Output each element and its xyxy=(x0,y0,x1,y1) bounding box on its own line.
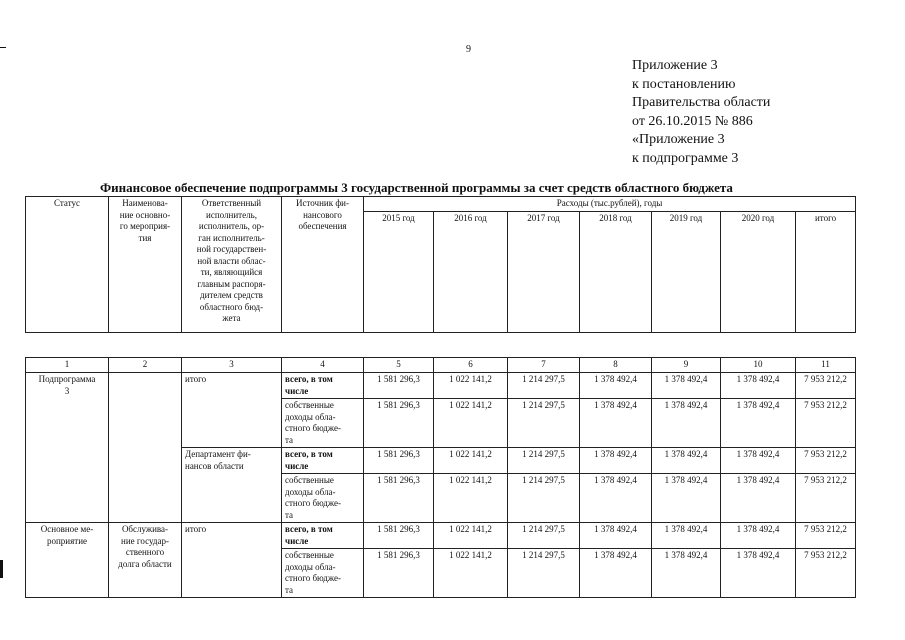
table-row xyxy=(26,373,856,399)
column-number: 3 xyxy=(182,358,282,373)
cell-amount: 1 581 296,3 xyxy=(364,523,434,549)
column-number: 8 xyxy=(580,358,652,373)
header-year: 2015 год xyxy=(364,211,434,332)
cell-source: всего, в том числе xyxy=(282,523,364,549)
cell-amount: 1 214 297,5 xyxy=(508,549,580,598)
header-source xyxy=(282,197,364,333)
header-year: 2019 год xyxy=(652,211,721,332)
appendix-line: от 26.10.2015 № 886 xyxy=(632,113,753,129)
header-expenses xyxy=(364,197,856,212)
cell-source: собственные доходы обла- стного бюдже- та xyxy=(282,474,364,523)
cell-total: 7 953 212,2 xyxy=(796,399,856,448)
cell-amount: 1 378 492,4 xyxy=(652,448,721,474)
header-year: 2016 год xyxy=(434,211,508,332)
cell-source: собственные доходы обла- стного бюдже- та xyxy=(282,399,364,448)
cell-amount: 1 022 141,2 xyxy=(434,373,508,399)
cell-amount: 1 378 492,4 xyxy=(580,448,652,474)
appendix-line: к постановлению xyxy=(632,76,736,92)
cell-executor: итого xyxy=(182,523,282,598)
cell-source: всего, в том числе xyxy=(282,373,364,399)
appendix-line: Правительства области xyxy=(632,95,771,110)
page-number: 9 xyxy=(466,44,471,55)
column-number-row xyxy=(26,358,856,373)
cell-amount: 1 378 492,4 xyxy=(580,523,652,549)
header-year: 2017 год xyxy=(508,211,580,332)
appendix-block xyxy=(632,57,770,168)
cell-amount: 1 581 296,3 xyxy=(364,448,434,474)
cell-amount: 1 378 492,4 xyxy=(721,448,796,474)
cell-measure xyxy=(109,373,182,523)
column-number: 4 xyxy=(282,358,364,373)
cell-status: Подпрограмма 3 xyxy=(26,373,109,523)
cell-total: 7 953 212,2 xyxy=(796,523,856,549)
cell-amount: 1 214 297,5 xyxy=(508,523,580,549)
cell-total: 7 953 212,2 xyxy=(796,373,856,399)
cell-amount: 1 378 492,4 xyxy=(580,549,652,598)
cell-amount: 1 022 141,2 xyxy=(434,474,508,523)
cell-amount: 1 378 492,4 xyxy=(580,399,652,448)
header-executor-text: Ответственный исполнитель, исполнитель, ор- ган исполнитель- ной государствен- ной власти облас- ти, являющийся главным распоря- дителем средств областного бюд- жета xyxy=(196,198,267,323)
cell-amount: 1 378 492,4 xyxy=(652,474,721,523)
scan-edge-bar xyxy=(0,560,9,578)
cell-amount: 1 214 297,5 xyxy=(508,448,580,474)
cell-total: 7 953 212,2 xyxy=(796,448,856,474)
column-number: 9 xyxy=(652,358,721,373)
cell-amount: 1 214 297,5 xyxy=(508,373,580,399)
cell-total: 7 953 212,2 xyxy=(796,549,856,598)
header-source-text: Источник фи- нансового обеспечения xyxy=(295,198,349,231)
cell-amount: 1 214 297,5 xyxy=(508,399,580,448)
header-total: итого xyxy=(796,211,856,332)
cell-amount: 1 214 297,5 xyxy=(508,474,580,523)
cell-amount: 1 378 492,4 xyxy=(580,474,652,523)
cell-amount: 1 378 492,4 xyxy=(721,549,796,598)
cell-amount: 1 581 296,3 xyxy=(364,373,434,399)
document-title: Финансовое обеспечение подпрограммы 3 государственной программы за счет средств областного бюджета xyxy=(100,180,733,195)
cell-amount: 1 378 492,4 xyxy=(652,373,721,399)
table-header xyxy=(25,196,856,333)
header-status-text: Статус xyxy=(54,198,80,208)
column-number: 1 xyxy=(26,358,109,373)
cell-source: всего, в том числе xyxy=(282,448,364,474)
cell-amount: 1 378 492,4 xyxy=(652,523,721,549)
table-body xyxy=(25,357,856,598)
header-year: 2018 год xyxy=(580,211,652,332)
cell-amount: 1 581 296,3 xyxy=(364,399,434,448)
cell-total: 7 953 212,2 xyxy=(796,474,856,523)
cell-amount: 1 378 492,4 xyxy=(721,399,796,448)
cell-amount: 1 581 296,3 xyxy=(364,474,434,523)
cell-amount: 1 581 296,3 xyxy=(364,549,434,598)
cell-measure: Обслужива- ние государ- ственного долга области xyxy=(109,523,182,598)
column-number: 5 xyxy=(364,358,434,373)
column-number: 10 xyxy=(721,358,796,373)
header-measure xyxy=(109,197,182,333)
cell-executor: итого xyxy=(182,373,282,448)
column-number: 6 xyxy=(434,358,508,373)
appendix-line: «Приложение 3 xyxy=(632,132,725,147)
cell-amount: 1 378 492,4 xyxy=(580,373,652,399)
cell-amount: 1 378 492,4 xyxy=(721,474,796,523)
scan-edge-mark xyxy=(0,47,6,48)
column-number: 11 xyxy=(796,358,856,373)
cell-amount: 1 022 141,2 xyxy=(434,448,508,474)
appendix-line: к подпрограмме 3 xyxy=(632,150,739,166)
header-expenses-text: Расходы (тыс.рублей), годы xyxy=(556,198,663,208)
column-number: 7 xyxy=(508,358,580,373)
cell-executor: Департамент фи- нансов области xyxy=(182,448,282,523)
cell-amount: 1 378 492,4 xyxy=(652,549,721,598)
cell-status: Основное ме- роприятие xyxy=(26,523,109,598)
appendix-line: Приложение 3 xyxy=(632,58,718,73)
table-rows xyxy=(26,358,856,598)
cell-amount: 1 022 141,2 xyxy=(434,549,508,598)
header-measure-text: Наименова- ние основно- го мероприя- тия xyxy=(119,198,171,243)
cell-source: собственные доходы обла- стного бюдже- та xyxy=(282,549,364,598)
cell-amount: 1 378 492,4 xyxy=(721,523,796,549)
cell-amount: 1 378 492,4 xyxy=(652,399,721,448)
cell-amount: 1 378 492,4 xyxy=(721,373,796,399)
header-year: 2020 год xyxy=(721,211,796,332)
cell-amount: 1 022 141,2 xyxy=(434,523,508,549)
header-executor xyxy=(182,197,282,333)
column-number: 2 xyxy=(109,358,182,373)
table-row xyxy=(26,523,856,549)
cell-amount: 1 022 141,2 xyxy=(434,399,508,448)
header-status xyxy=(26,197,109,333)
